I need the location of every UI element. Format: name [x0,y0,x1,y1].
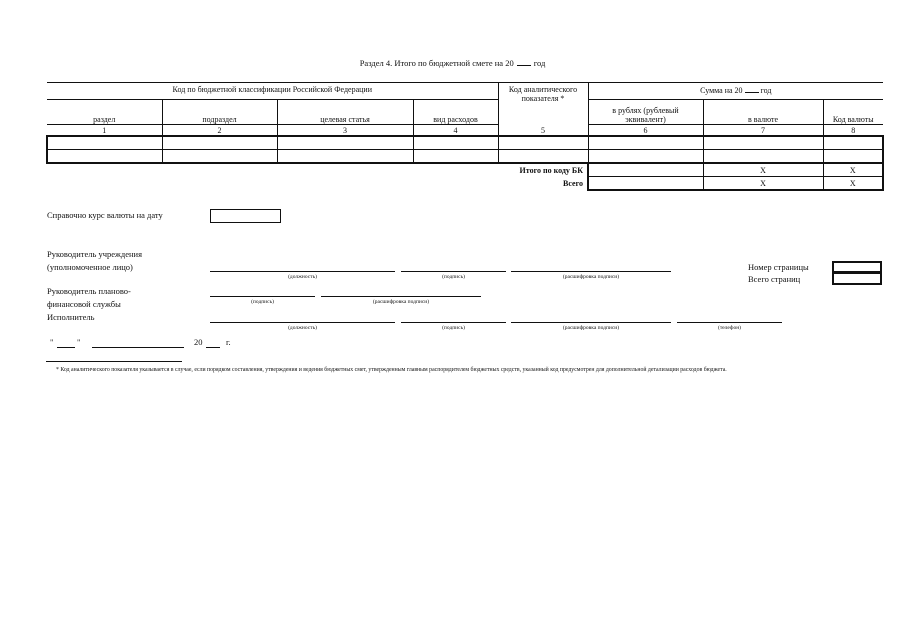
fin-label-1: Руководитель планово- [47,286,131,296]
executor-label: Исполнитель [47,312,95,322]
total-bk-code: X [823,163,883,177]
header-analytic-code [498,83,588,125]
table-cell[interactable] [162,136,277,150]
head-signature-line[interactable] [401,271,506,272]
executor-signature-caption: (подпись) [442,325,465,331]
table-cell[interactable] [277,136,413,150]
executor-phone-line[interactable] [677,322,782,323]
executor-position-caption: (должность) [288,325,317,331]
date-quote-open: " [50,337,54,347]
fin-decode-caption: (расшифровка подписи) [372,299,430,305]
col-number: 5 [498,125,588,137]
total-bk-currency: X [703,163,823,177]
head-decode-caption: (расшифровка подписи) [562,274,620,280]
date-year-line[interactable] [206,347,220,348]
head-position-line[interactable] [210,271,395,272]
page-title [0,57,905,68]
pages-total-label: Всего страниц [748,274,801,284]
col-currency-code: Код валюты [823,100,883,125]
footnote-divider [46,361,182,362]
table-cell[interactable] [823,150,883,164]
table-cell[interactable] [277,150,413,164]
col-number: 8 [823,125,883,137]
budget-table [46,82,884,191]
col-number: 6 [588,125,703,137]
header-sum-suffix: год [760,86,772,95]
table-cell[interactable] [823,136,883,150]
header-sum-prefix: Сумма на 20 [700,86,743,95]
table-cell[interactable] [47,136,162,150]
col-currency: в валюте [703,100,823,125]
fin-signature-caption: (подпись) [251,299,274,305]
col-rub [588,100,703,125]
header-bk: Код по бюджетной классификации Российской Федерации [47,83,498,100]
table-cell[interactable] [162,150,277,164]
header-analytic-code-text: Код аналитического показателя * [508,85,578,103]
col-target: целевая статья [277,100,413,125]
executor-decode-line[interactable] [511,322,671,323]
total-all-code: X [823,177,883,191]
table-cell[interactable] [47,150,162,164]
fin-label-2: финансовой службы [47,299,121,309]
head-label-2: (уполномоченное лицо) [47,262,133,272]
col-subsection: подраздел [162,100,277,125]
total-bk-label: Итого по коду БК [519,165,584,175]
year-blank[interactable] [517,57,531,66]
rate-label: Справочно курс валюты на дату [47,210,163,220]
total-all-rub[interactable] [588,177,703,191]
head-signature-caption: (подпись) [442,274,465,280]
total-all-currency: X [703,177,823,191]
table-cell[interactable] [703,150,823,164]
executor-position-line[interactable] [210,322,395,323]
executor-decode-caption: (расшифровка подписи) [562,325,620,331]
head-position-caption: (должность) [288,274,317,280]
col-expense: вид расходов [413,100,498,125]
date-quote-close: " [77,337,81,347]
fin-signature-line[interactable] [210,296,315,297]
col-rub-text: в рублях (рублевый эквивалент) [612,106,679,124]
executor-phone-caption: (телефон) [717,325,742,331]
pages-total-field[interactable] [832,273,882,285]
table-cell[interactable] [413,150,498,164]
table-cell[interactable] [588,150,703,164]
total-bk-rub[interactable] [588,163,703,177]
col-number: 1 [47,125,162,137]
col-number: 7 [703,125,823,137]
col-number: 3 [277,125,413,137]
col-number: 2 [162,125,277,137]
page-number-label: Номер страницы [748,262,809,272]
rate-date-field[interactable] [210,209,281,223]
table-cell[interactable] [588,136,703,150]
total-all-label: Всего [563,178,584,188]
col-section: раздел [47,100,162,125]
table-cell[interactable] [413,136,498,150]
table-cell[interactable] [498,150,588,164]
header-sum [588,83,883,100]
head-decode-line[interactable] [511,271,671,272]
date-day-line[interactable] [57,347,75,348]
table-cell[interactable] [703,136,823,150]
footnote: * Код аналитического показателя указывается в случае, если порядком составления, утверждения и ведения бюджетных смет, утвержденным главным распорядителем бюджетных средств, указанный код предусмотрен для дополнительной детализации расходов бюджета. [56,367,727,373]
title-suffix: год [533,58,546,68]
fin-decode-line[interactable] [321,296,481,297]
page-number-field[interactable] [832,261,882,273]
head-label-1: Руководитель учреждения [47,249,143,259]
title-prefix: Раздел 4. Итого по бюджетной смете на 20 [359,58,514,68]
date-year-suffix: г. [226,337,231,347]
col-number: 4 [413,125,498,137]
date-month-line[interactable] [92,347,184,348]
executor-signature-line[interactable] [401,322,506,323]
date-year-prefix: 20 [194,337,203,347]
table-cell[interactable] [498,136,588,150]
